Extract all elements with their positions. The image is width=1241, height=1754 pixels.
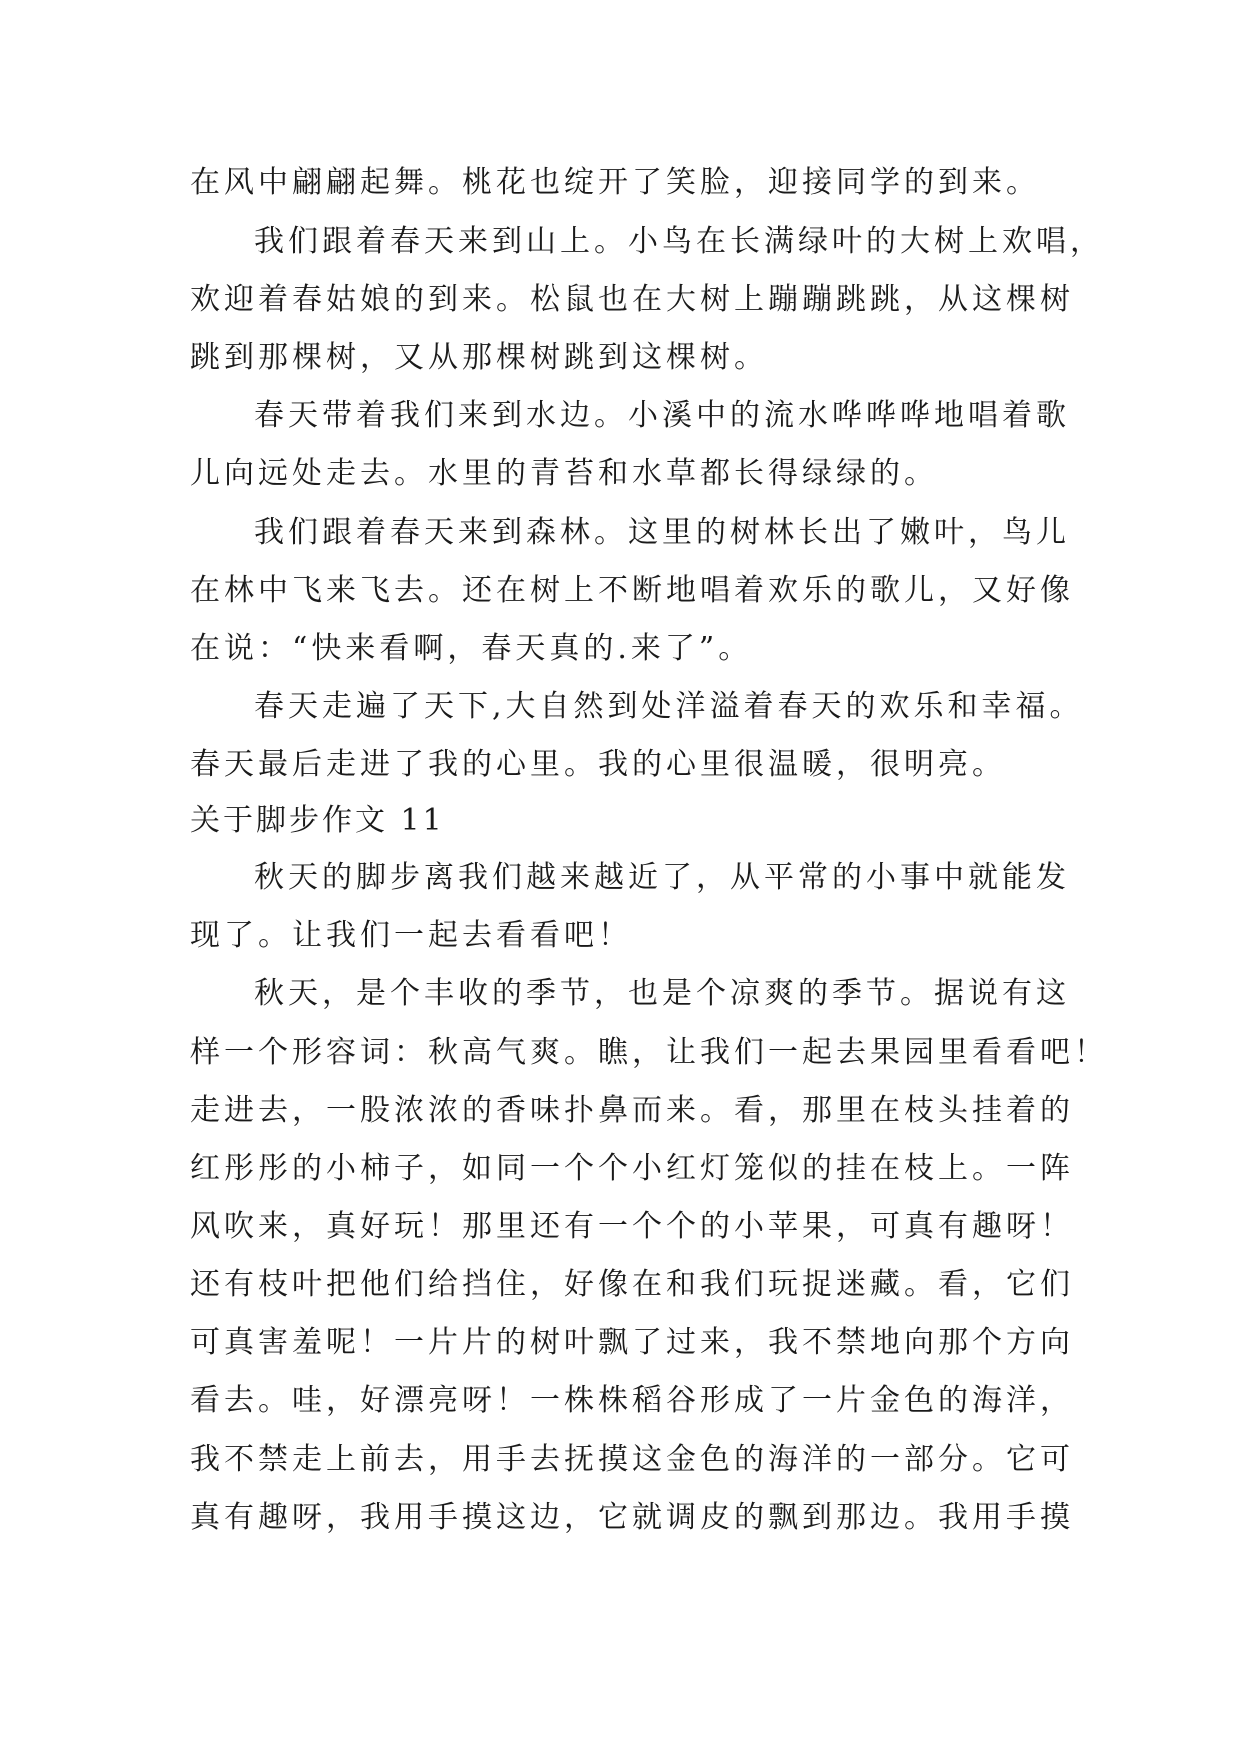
paragraph-first-line: 秋天，是个丰收的季节，也是个凉爽的季节。据说有这 (254, 976, 1070, 1011)
section-heading: 关于脚步作文 11 (190, 803, 445, 838)
paragraph-first-line: 秋天的脚步离我们越来越近了，从平常的小事中就能发 (254, 860, 1070, 895)
paragraph-first-line: 春天带着我们来到水边。小溪中的流水哗哗哗地唱着歌 (254, 398, 1070, 433)
text-line: 在风中翩翩起舞。桃花也绽开了笑脸，迎接同学的到来。 (190, 165, 1040, 200)
text-line: 看去。哇，好漂亮呀！一株株稻谷形成了一片金色的海洋， (190, 1383, 1074, 1418)
text-line: 儿向远处走去。水里的青苔和水草都长得绿绿的。 (190, 456, 938, 491)
text-line: 在林中飞来飞去。还在树上不断地唱着欢乐的歌儿，又好像 (190, 573, 1074, 608)
text-line: 我不禁走上前去，用手去抚摸这金色的海洋的一部分。它可 (190, 1442, 1074, 1477)
text-line: 走进去，一股浓浓的香味扑鼻而来。看，那里在枝头挂着的 (190, 1093, 1074, 1128)
paragraph-first-line: 春天走遍了天下,大自然到处洋溢着春天的欢乐和幸福。 (254, 689, 1084, 724)
paragraph-first-line: 我们跟着春天来到山上。小鸟在长满绿叶的大树上欢唱， (254, 224, 1104, 259)
text-line: 风吹来，真好玩！那里还有一个个的小苹果，可真有趣呀！ (190, 1209, 1074, 1244)
text-line: 可真害羞呢！一片片的树叶飘了过来，我不禁地向那个方向 (190, 1325, 1074, 1360)
text-line: 样一个形容词：秋高气爽。瞧，让我们一起去果园里看看吧！ (190, 1035, 1108, 1070)
text-line: 春天最后走进了我的心里。我的心里很温暖，很明亮。 (190, 747, 1006, 782)
text-line: 红彤彤的小柿子，如同一个个小红灯笼似的挂在枝上。一阵 (190, 1151, 1074, 1186)
text-line: 欢迎着春姑娘的到来。松鼠也在大树上蹦蹦跳跳，从这棵树 (190, 282, 1074, 317)
text-line: 还有枝叶把他们给挡住，好像在和我们玩捉迷藏。看，它们 (190, 1267, 1074, 1302)
text-line: 现了。让我们一起去看看吧！ (190, 918, 632, 953)
paragraph-first-line: 我们跟着春天来到森林。这里的树林长出了嫩叶，鸟儿 (254, 515, 1070, 550)
text-line: 在说：“快来看啊，春天真的.来了”。 (190, 631, 753, 666)
text-line: 真有趣呀，我用手摸这边，它就调皮的飘到那边。我用手摸 (190, 1500, 1074, 1535)
text-line: 跳到那棵树，又从那棵树跳到这棵树。 (190, 340, 768, 375)
